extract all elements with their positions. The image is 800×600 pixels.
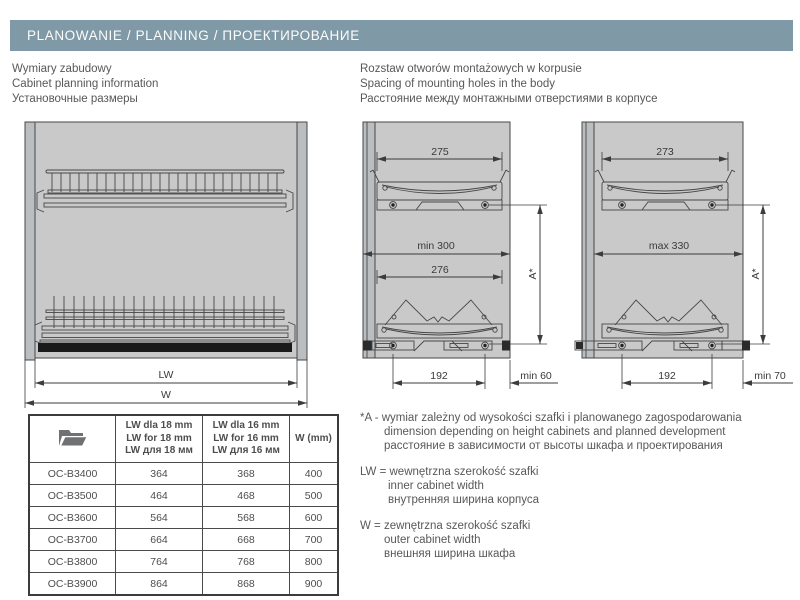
w-cell: 700 [290,529,339,551]
lw16-header-en: LW for 16 mm [213,432,279,444]
dimension-table [28,414,339,596]
table-header-row [29,415,338,463]
lw18-header-en: LW for 18 mm [126,432,192,444]
cabinet-side-wall [363,122,375,358]
bottom-tray [38,343,292,352]
a-star-label: A* [750,268,762,280]
w-cell: 600 [290,507,339,529]
intro-right-line-en: Spacing of mounting holes in the body [360,78,555,90]
intro-right [360,62,657,107]
mounting-spacing-diagram-18mm [356,114,566,396]
note-lw-line-pl: LW = wewnętrzna szerokość szafki [360,466,539,478]
w-cell: 900 [290,573,339,596]
cabinet-left-panel [25,122,35,360]
note-lw [360,465,795,507]
lw16-header-cell [203,415,290,463]
note-a-line-en: dimension depending on height cabinets and planned development [384,426,726,438]
dim-192-label: 192 [430,370,448,382]
dimension-lw [35,360,297,388]
lw18-cell: 364 [116,463,203,485]
section-header-bar [10,20,793,51]
intro-left-line-ru: Установочные размеры [12,93,138,105]
model-cell: OC-B3600 [29,507,116,529]
notes-block [360,411,795,573]
w-cell: 800 [290,551,339,573]
lw18-header-cell [116,415,203,463]
min60-label: min 60 [520,370,552,382]
lw16-cell: 768 [203,551,290,573]
w-cell: 500 [290,485,339,507]
lw18-cell: 764 [116,551,203,573]
note-a-line-ru: расстояние в зависимости от высоты шкафа и проектирования [384,440,723,452]
w-cell: 400 [290,463,339,485]
lw-dimension-label: LW [158,369,174,381]
lw16-header-pl: LW dla 16 mm [212,420,280,432]
lw16-header-ru: LW для 16 мм [212,445,280,457]
dimension-min60 [510,360,558,389]
model-cell: OC-B3800 [29,551,116,573]
mounting-spacing-diagram-16mm [574,114,800,396]
lw18-cell: 664 [116,529,203,551]
note-w-line-pl: W = zewnętrzna szerokość szafki [360,520,531,532]
lw18-header-ru: LW для 18 мм [125,445,193,457]
table-row [29,573,338,596]
dim-192-label: 192 [658,370,676,382]
intro-left [12,62,158,107]
note-w [360,519,795,561]
note-a-star [360,411,795,453]
model-header-cell [29,415,116,463]
lw16-cell: 868 [203,573,290,596]
lw18-cell: 864 [116,573,203,596]
intro-left-line-pl: Wymiary zabudowy [12,63,112,75]
min70-label: min 70 [754,370,786,382]
table-row [29,463,338,485]
w-dimension-label: W [161,389,171,401]
lw18-cell: 564 [116,507,203,529]
dimension-192 [393,354,485,389]
model-cell: OC-B3900 [29,573,116,596]
a-star-label: A* [527,268,539,280]
table-row [29,507,338,529]
note-w-line-ru: внешняя ширина шкафа [384,548,516,560]
min300-label: min 300 [417,240,455,252]
w-header-cell: W (mm) [290,415,339,463]
lw18-header-pl: LW dla 18 mm [125,420,193,432]
note-lw-line-en: inner cabinet width [388,480,484,492]
dimension-w [25,360,307,408]
lw16-cell: 368 [203,463,290,485]
table-row [29,529,338,551]
dim-273-label: 273 [656,146,674,158]
lw18-cell: 464 [116,485,203,507]
dimension-192 [622,354,712,389]
cabinet-side-wall [582,122,594,358]
model-cell: OC-B3700 [29,529,116,551]
folder-icon [56,426,90,448]
dim-276-label: 276 [431,264,449,276]
table-row [29,485,338,507]
note-a-line-pl: *A - wymiar zależny od wysokości szafki i planowanego zagospodarowania [360,412,742,424]
lw16-cell: 668 [203,529,290,551]
model-cell: OC-B3400 [29,463,116,485]
cabinet-front-view-diagram [22,114,312,412]
model-cell: OC-B3500 [29,485,116,507]
intro-right-line-pl: Rozstaw otworów montażowych w korpusie [360,63,582,75]
intro-left-line-en: Cabinet planning information [12,78,159,90]
lw16-cell: 468 [203,485,290,507]
cabinet-right-panel [297,122,307,360]
lw16-cell: 568 [203,507,290,529]
max330-label: max 330 [648,240,690,252]
intro-right-line-ru: Расстояние между монтажными отверстиями в корпусе [360,93,658,105]
dimension-min70 [743,360,793,389]
table-row [29,551,338,573]
note-w-line-en: outer cabinet width [384,534,481,546]
section-title: PLANOWANIE / PLANNING / ПРОЕКТИРОВАНИЕ [27,28,360,43]
note-lw-line-ru: внутренняя ширина корпуса [388,494,539,506]
dim-275-label: 275 [431,146,449,158]
